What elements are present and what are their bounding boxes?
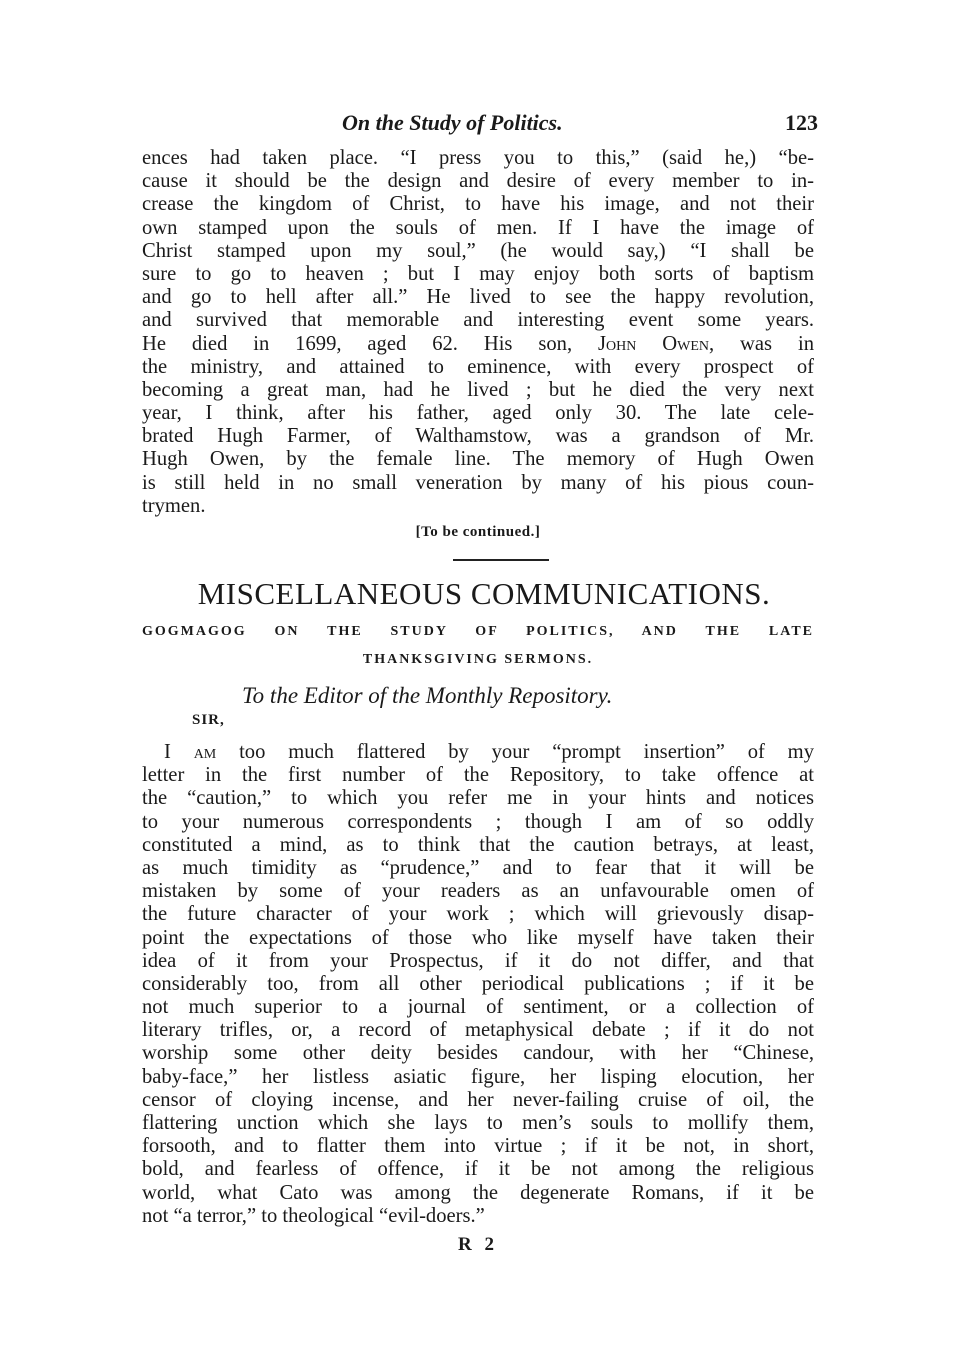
text-line: becoming a great man, had he lived ; but he died the very next xyxy=(142,378,814,401)
text-fragment: I xyxy=(164,741,194,763)
text-line: literary trifles, or, a record of metaphysical debate ; if it do not xyxy=(142,1019,814,1042)
text-line: cause it should be the design and desire of every member to in- xyxy=(142,170,814,193)
section-title: MISCELLANEOUS COMMUNICATIONS. xyxy=(197,576,771,611)
section-subtitle: THANKSGIVING SERMONS. xyxy=(362,652,594,667)
text-line: not much superior to a journal of sentiment, or a collection of xyxy=(142,996,814,1019)
text-line: flattering unction which she lays to men’s souls to mollify them, xyxy=(142,1112,814,1134)
text-line: and go to hell after all.” He lived to see the happy revolution, xyxy=(142,286,814,309)
text-fragment: , was in xyxy=(709,332,814,355)
text-line: letter in the first number of the Repository, to take offence at xyxy=(142,764,814,787)
text-line: not “a terror,” to theological “evil-doers.” xyxy=(142,1204,485,1227)
running-head xyxy=(142,110,818,140)
letter-body xyxy=(142,741,814,1228)
text-line: year, I think, after his father, aged only 30. The late cele- xyxy=(142,402,814,425)
text-line: is still held in no small veneration by many of his pious coun- xyxy=(142,471,814,494)
text-line: constituted a mind, as to think that the caution betrays, at least, xyxy=(142,833,814,856)
continued-note: [To be continued.] xyxy=(415,524,541,540)
text-line: the future character of your work ; which will grievously disap- xyxy=(142,903,814,926)
text-line: Christ stamped upon my soul,” (he would say,) “I shall be xyxy=(142,239,814,262)
article-continuation xyxy=(142,147,814,518)
section-subtitle: GOGMAGOG ON THE STUDY OF POLITICS, AND THE LATE xyxy=(142,624,814,639)
text-line: worship some other deity besides candour, with her “Chinese, xyxy=(142,1042,814,1065)
letter-address: To the Editor of the Monthly Repository. xyxy=(242,683,613,708)
running-title: On the Study of Politics. xyxy=(342,110,563,135)
person-name: John Owen xyxy=(598,332,709,355)
text-line: crease the kingdom of Christ, to have his image, and not their xyxy=(142,193,814,216)
text-line: considerably too, from all other periodical publications ; if it be xyxy=(142,972,814,995)
text-line: ences had taken place. “I press you to this,” (said he,) “be- xyxy=(142,147,814,169)
text-fragment: am xyxy=(193,741,217,763)
text-fragment: too much flattered by your “prompt insertion” of my xyxy=(216,741,814,763)
text-line: censor of cloying incense, and her never-failing cruise of oil, the xyxy=(142,1088,814,1111)
text-line: the “caution,” to which you refer me in your hints and notices xyxy=(142,787,814,810)
text-line: trymen. xyxy=(142,494,206,517)
text-line: idea of it from your Prospectus, if it do not differ, and that xyxy=(142,949,814,972)
text-line xyxy=(142,741,814,764)
text-line: baby-face,” her listless asiatic figure, her lisping elocution, her xyxy=(142,1065,814,1088)
letter-salutation: SIR, xyxy=(192,712,225,728)
page-number: 123 xyxy=(785,110,818,135)
text-line: bold, and fearless of offence, if it be not among the religious xyxy=(142,1158,814,1181)
text-fragment: He died in 1699, aged 62. His son, xyxy=(142,332,598,355)
text-line: mistaken by some of your readers as an unfavourable omen of xyxy=(142,880,814,903)
section-divider xyxy=(453,559,549,561)
text-line: brated Hugh Farmer, of Walthamstow, was a grandson of Mr. xyxy=(142,425,814,448)
text-line: forsooth, and to flatter them into virtue ; if it be not, in short, xyxy=(142,1135,814,1158)
text-line: own stamped upon the souls of men. If I have the image of xyxy=(142,216,814,239)
text-line xyxy=(142,333,814,356)
text-line: to your numerous correspondents ; though I am of so oddly xyxy=(142,810,814,833)
text-line: point the expectations of those who like myself have taken their xyxy=(142,926,814,949)
text-line: and survived that memorable and interesting event some years. xyxy=(142,309,814,332)
text-line: as much timidity as “prudence,” and to fear that it will be xyxy=(142,856,814,879)
text-line: world, what Cato was among the degenerate Romans, if it be xyxy=(142,1181,814,1204)
text-line: the ministry, and attained to eminence, with every prospect of xyxy=(142,355,814,378)
text-line: Hugh Owen, by the female line. The memory of Hugh Owen xyxy=(142,448,814,471)
text-line: sure to go to heaven ; but I may enjoy both sorts of baptism xyxy=(142,262,814,285)
signature-mark: R 2 xyxy=(458,1234,498,1255)
